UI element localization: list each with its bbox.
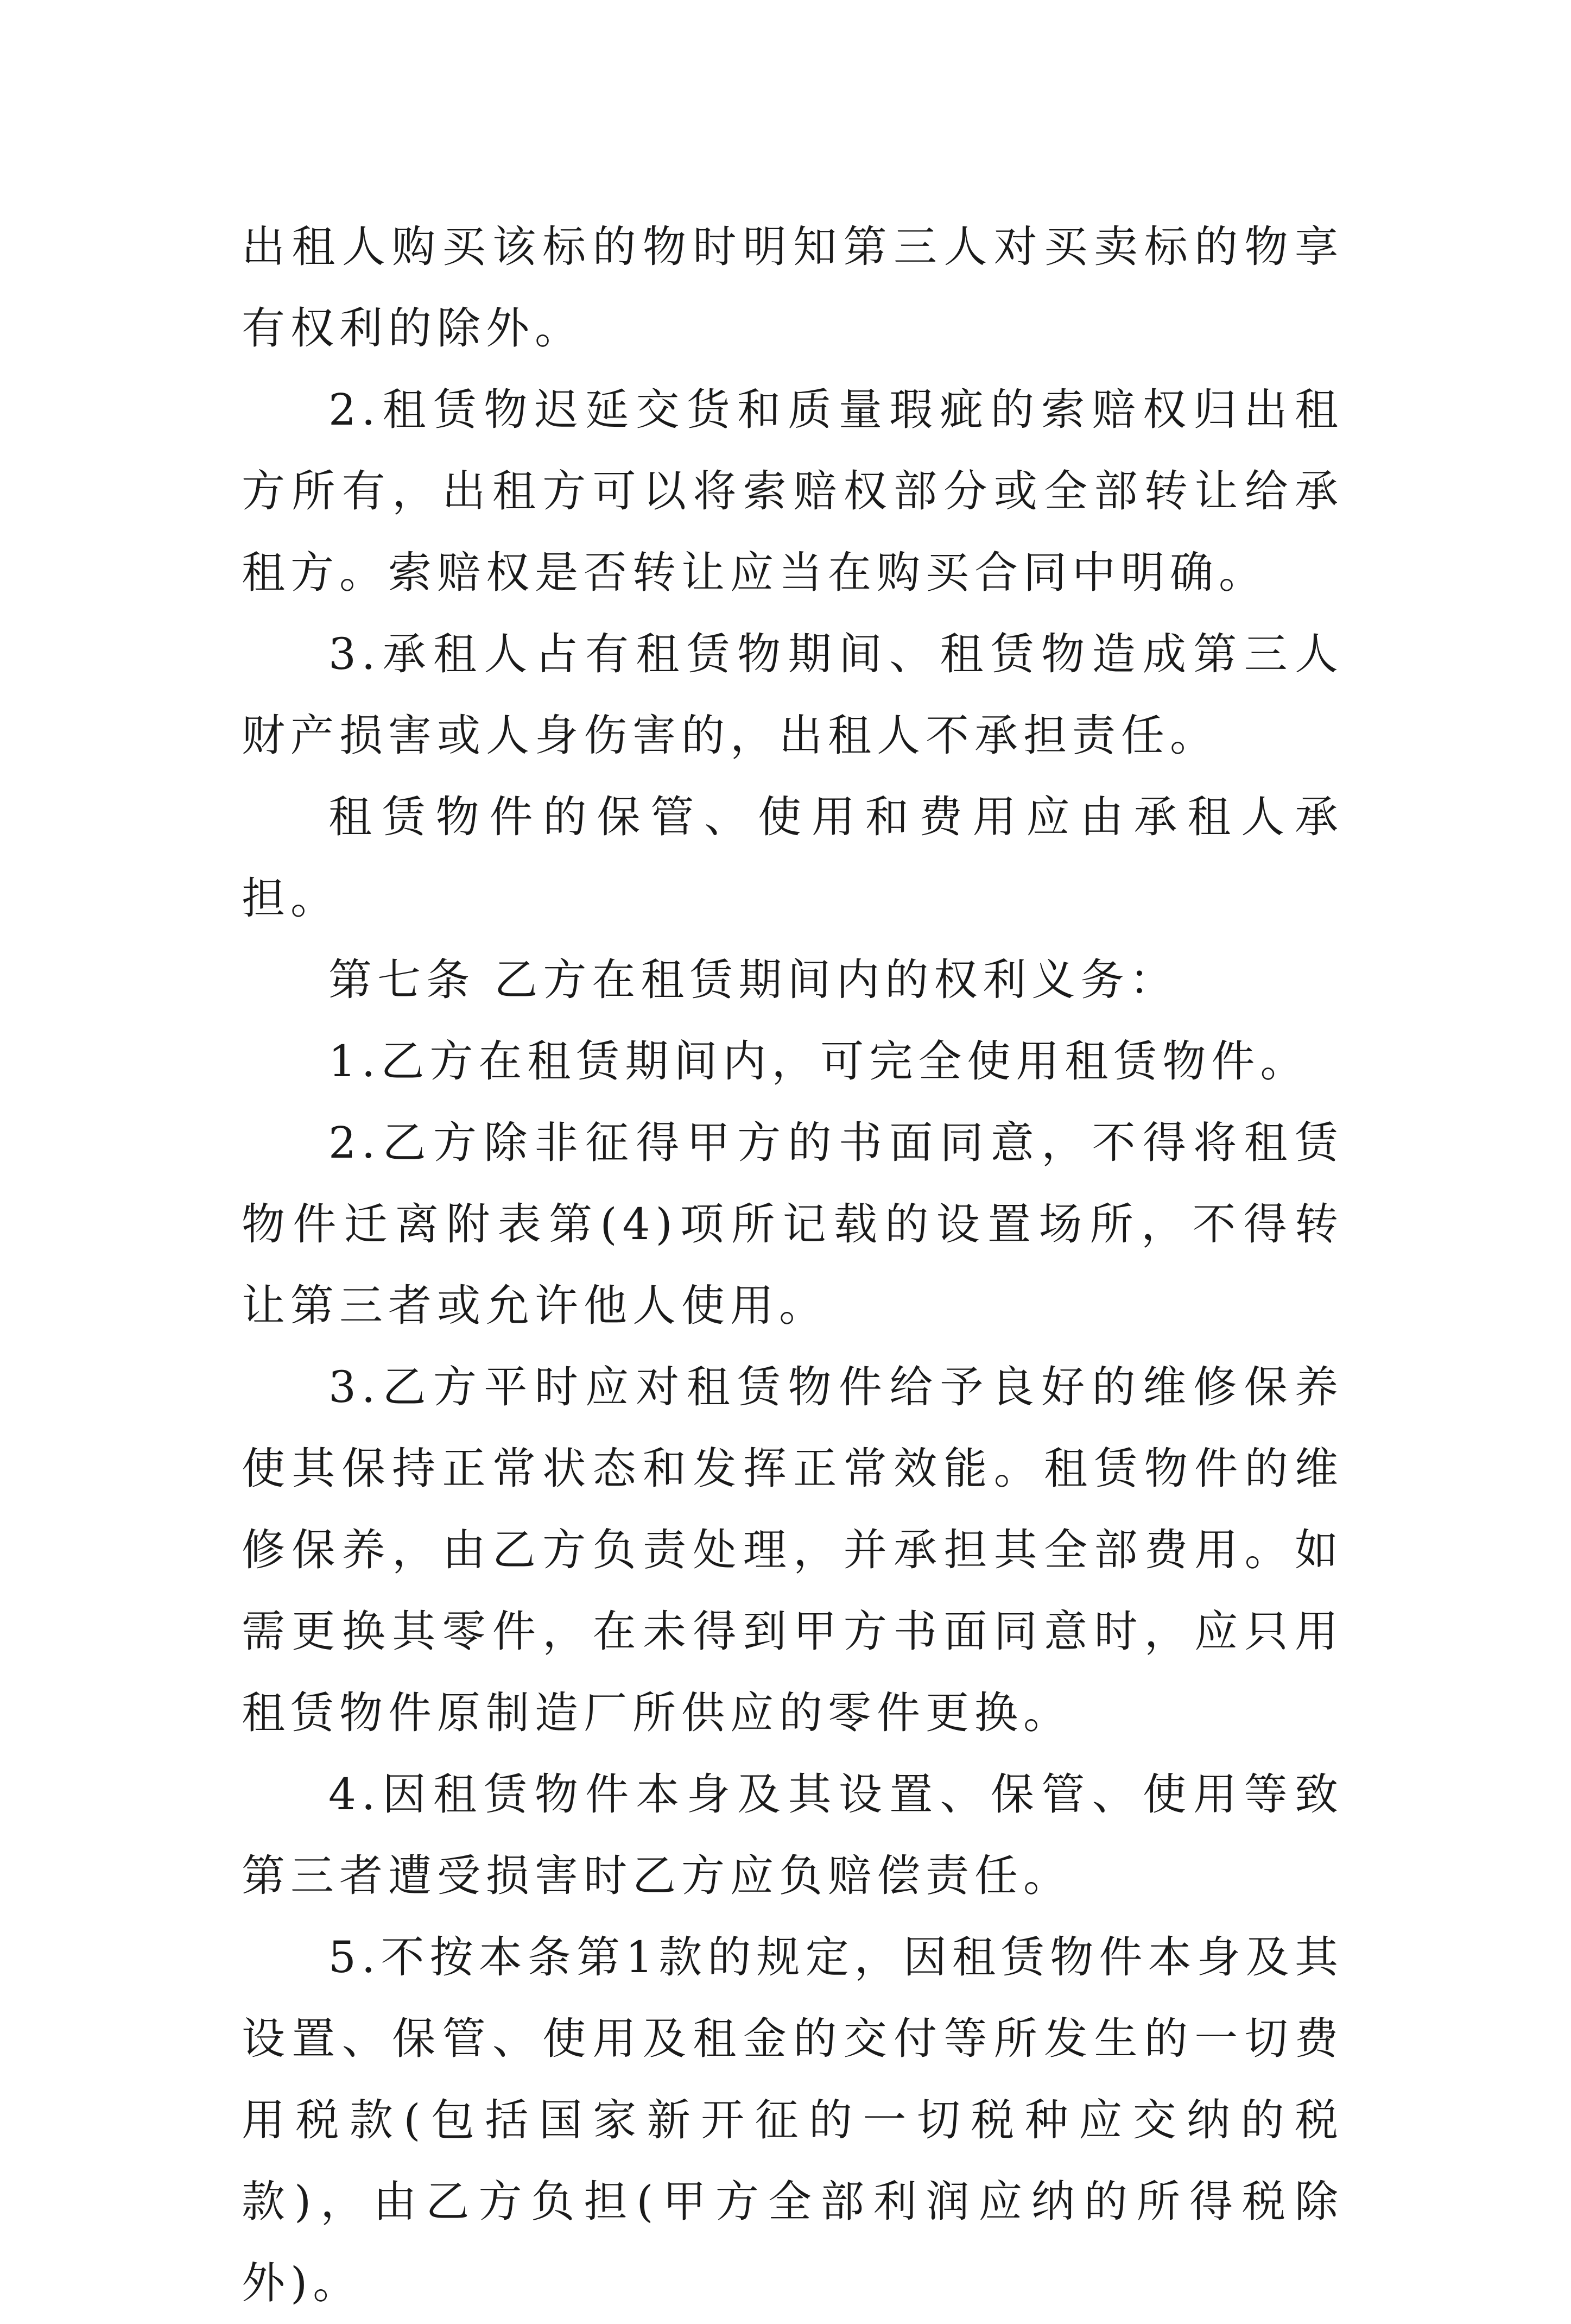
paragraph-clause-3: 3.承租人占有租赁物期间、租赁物造成第三人财产损害或人身伤害的，出租人不承担责任。 (242, 629, 1344, 761)
article-seven-heading: 第七条 乙方在租赁期间内的权利义务： (328, 955, 1179, 1005)
paragraph-article7-item-3: 3.乙方平时应对租赁物件给予良好的维修保养使其保持正常状态和发挥正常效能。租赁物件的维修保养，由乙方负责处理，并承担其全部费用。如需更换其零件，在未得到甲方书面同意时，应只用租赁物件原制造厂所供应的零件更换。 (242, 1362, 1344, 1738)
paragraph-custody-note: 租赁物件的保管、使用和费用应由承租人承担。 (242, 792, 1344, 924)
paragraph-article7-item-5: 5.不按本条第1款的规定，因租赁物件本身及其设置、保管、使用及租金的交付等所发生的一切费用税款(包括国家新开征的一切税种应交纳的税款)，由乙方负担(甲方全部利润应纳的所得税除外)。 (242, 1932, 1344, 2308)
paragraph-continuation: 出租人购买该标的物时明知第三人对买卖标的物享有权利的除外。 (242, 222, 1344, 353)
paragraph-article7-item-2: 2.乙方除非征得甲方的书面同意，不得将租赁物件迁离附表第(4)项所记载的设置场所，不得转让第三者或允许他人使用。 (242, 1117, 1344, 1331)
paragraph-clause-2: 2.租赁物迟延交货和质量瑕疵的索赔权归出租方所有，出租方可以将索赔权部分或全部转让给承租方。索赔权是否转让应当在购买合同中明确。 (242, 384, 1344, 598)
document-body (242, 206, 1344, 2324)
paragraph-article7-item-1: 1.乙方在租赁期间内，可完全使用租赁物件。 (328, 1036, 1309, 1087)
paragraph-article7-item-4: 4.因租赁物件本身及其设置、保管、使用等致第三者遭受损害时乙方应负赔偿责任。 (242, 1769, 1344, 1901)
